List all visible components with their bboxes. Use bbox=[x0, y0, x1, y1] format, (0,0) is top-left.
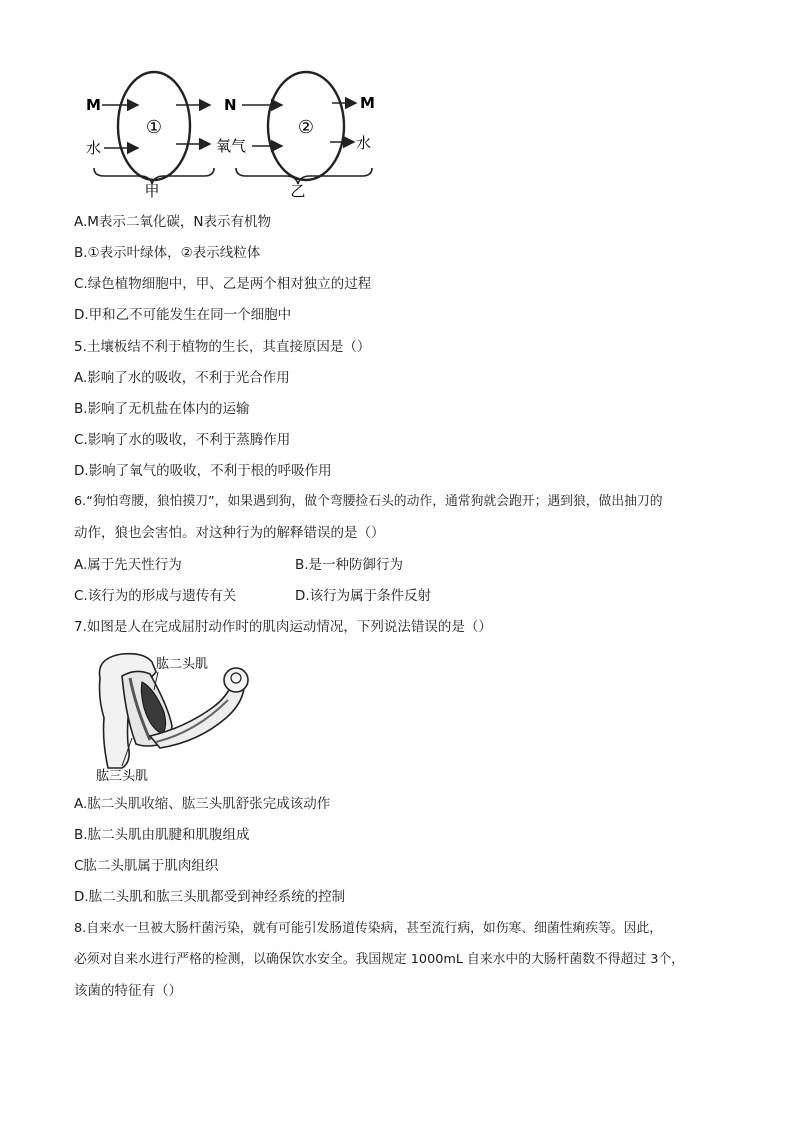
cell-process-diagram bbox=[80, 62, 400, 198]
q7-stem: 7.如图是人在完成屈肘动作时的肌肉运动情况，下列说法错误的是（） bbox=[74, 619, 492, 635]
q8-stem-line2: 必须对自来水进行严格的检测，以确保饮水安全。我国规定 1000mL 自来水中的大肠杆菌数不得超过 3个， bbox=[74, 952, 684, 967]
fist bbox=[224, 668, 248, 692]
label-n: N bbox=[224, 96, 237, 114]
q5-option-c: C.影响了水的吸收，不利于蒸腾作用 bbox=[74, 432, 291, 448]
q6-option-d: D.该行为属于条件反射 bbox=[295, 588, 432, 604]
output-water-label: 水 bbox=[356, 134, 372, 152]
input-m-label: M bbox=[86, 96, 101, 114]
triceps-label: 肱三头肌 bbox=[96, 769, 149, 784]
q5-option-d: D.影响了氧气的吸收，不利于根的呼吸作用 bbox=[74, 463, 332, 479]
q7-option-c: C肱二头肌属于肌肉组织 bbox=[74, 858, 219, 874]
q8-stem-line3: 该菌的特征有（） bbox=[74, 983, 182, 999]
q7-option-b: B.肱二头肌由肌腱和肌腹组成 bbox=[74, 827, 250, 843]
group-jia-label: 甲 bbox=[144, 182, 160, 198]
q5-option-b: B.影响了无机盐在体内的运输 bbox=[74, 401, 250, 417]
q6-option-b: B.是一种防御行为 bbox=[295, 557, 404, 573]
group-yi-label: 乙 bbox=[290, 182, 306, 198]
elbow-flexion-figure bbox=[92, 648, 252, 784]
q6-option-c: C.该行为的形成与遗传有关 bbox=[74, 588, 237, 604]
q6-stem-line1: 6.“狗怕弯腰，狼怕摸刀”，如果遇到狗，做个弯腰捡石头的动作，通常狗就会跑开；遇到狼，做出抽刀的 bbox=[74, 494, 663, 509]
output-m-label: M bbox=[360, 94, 375, 112]
q5-option-a: A.影响了水的吸收，不利于光合作用 bbox=[74, 370, 290, 386]
q4-option-d: D.甲和乙不可能发生在同一个细胞中 bbox=[74, 307, 292, 323]
biceps-label: 肱二头肌 bbox=[156, 657, 209, 672]
organelle-1-label: ① bbox=[145, 117, 163, 138]
label-oxygen: 氧气 bbox=[216, 137, 247, 155]
q6-stem-line2: 动作，狼也会害怕。对这种行为的解释错误的是（） bbox=[74, 525, 385, 541]
q4-option-a: A.M表示二氧化碳，N表示有机物 bbox=[74, 214, 272, 230]
q5-stem: 5.土壤板结不利于植物的生长，其直接原因是（） bbox=[74, 339, 371, 355]
input-water-label: 水 bbox=[86, 139, 102, 157]
q7-option-a: A.肱二头肌收缩、肱三头肌舒张完成该动作 bbox=[74, 796, 331, 812]
q6-option-a: A.属于先天性行为 bbox=[74, 557, 182, 573]
organelle-2-label: ② bbox=[297, 117, 315, 138]
q4-option-c: C.绿色植物细胞中，甲、乙是两个相对独立的过程 bbox=[74, 276, 372, 292]
q8-stem-line1: 8.自来水一旦被大肠杆菌污染，就有可能引发肠道传染病，甚至流行病，如伤寒、细菌性痢疾等。因此， bbox=[74, 921, 663, 936]
q7-option-d: D.肱二头肌和肱三头肌都受到神经系统的控制 bbox=[74, 889, 346, 905]
q4-option-b: B.①表示叶绿体，②表示线粒体 bbox=[74, 245, 261, 261]
